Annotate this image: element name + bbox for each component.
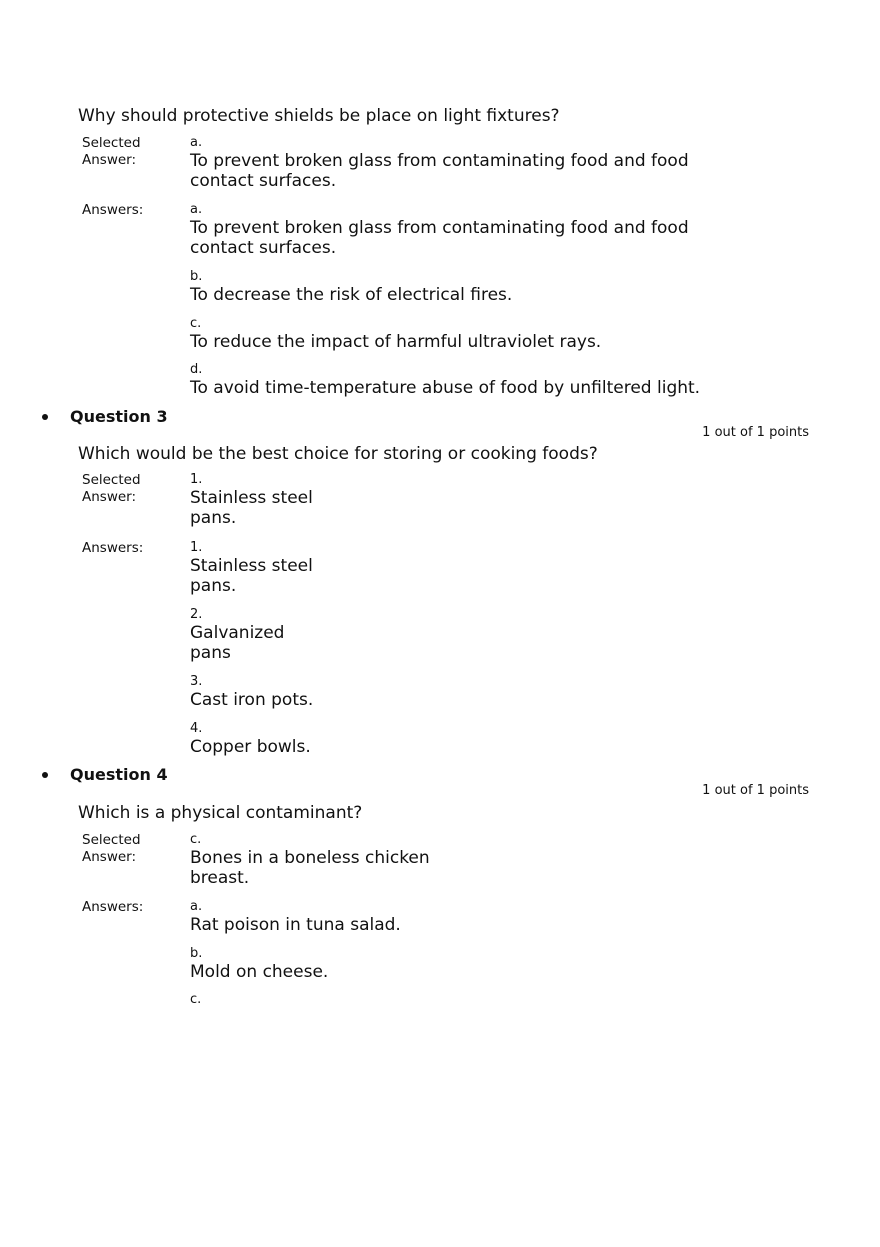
- selected-answer: [190, 832, 450, 888]
- question-3-text: Which would be the best choice for storing or cooking foods?: [78, 444, 598, 464]
- choice-text: To avoid time-temperature abuse of food by unfiltered light.: [190, 378, 701, 398]
- question-3-header: [0, 407, 880, 440]
- choice-text: Rat poison in tuna salad.: [190, 915, 401, 935]
- choice-letter: b.: [190, 269, 203, 284]
- choice-text: Mold on cheese.: [190, 962, 329, 982]
- choice-text: To reduce the impact of harmful ultraviolet rays.: [190, 332, 602, 352]
- choice-text: Stainless steel pans.: [190, 488, 313, 528]
- question-3-points: 1 out of 1 points: [702, 425, 809, 440]
- choice-letter: b.: [190, 946, 203, 961]
- answer-option-3: [190, 674, 330, 710]
- answer-option-b: [190, 269, 730, 305]
- question-4-points: 1 out of 1 points: [702, 783, 809, 798]
- choice-letter: 1.: [190, 540, 203, 555]
- answers-label: Answers:: [82, 540, 144, 556]
- question-2-text: Why should protective shields be place on light fixtures?: [78, 106, 560, 126]
- selected-answer-label: Selected Answer:: [82, 135, 141, 168]
- bullet-icon: [42, 414, 48, 420]
- choice-letter: a.: [190, 135, 203, 150]
- choice-letter: 2.: [190, 607, 203, 622]
- answer-option-d: [190, 362, 730, 398]
- answer-option-c: [190, 316, 730, 352]
- selected-answer-label: Selected Answer:: [82, 832, 141, 865]
- choice-letter: 1.: [190, 472, 203, 487]
- choice-letter: d.: [190, 362, 203, 377]
- choice-text: To prevent broken glass from contaminating food and food contact surfaces.: [190, 218, 689, 258]
- answer-option-c: [190, 992, 450, 1008]
- choice-text: Copper bowls.: [190, 737, 311, 757]
- question-4-title: Question 4: [70, 765, 168, 784]
- question-3-title: Question 3: [70, 407, 168, 426]
- bullet-icon: [42, 772, 48, 778]
- answers-label: Answers:: [82, 899, 144, 915]
- answers-label: Answers:: [82, 202, 144, 218]
- choice-letter: c.: [190, 992, 202, 1007]
- answer-option-4: [190, 721, 330, 757]
- answer-option-a: [190, 202, 730, 258]
- choice-text: Bones in a boneless chicken breast.: [190, 848, 430, 888]
- choice-letter: c.: [190, 316, 202, 331]
- selected-answer: [190, 135, 730, 191]
- choice-text: To decrease the risk of electrical fires.: [190, 285, 513, 305]
- choice-letter: a.: [190, 899, 203, 914]
- choice-text: Galvanized pans: [190, 623, 285, 663]
- answer-option-a: [190, 899, 450, 935]
- question-4-text: Which is a physical contaminant?: [78, 803, 363, 823]
- choice-letter: a.: [190, 202, 203, 217]
- answer-option-2: [190, 607, 330, 663]
- selected-answer-label: Selected Answer:: [82, 472, 141, 505]
- choice-text: Cast iron pots.: [190, 690, 314, 710]
- selected-answer: [190, 472, 330, 528]
- choice-text: To prevent broken glass from contaminating food and food contact surfaces.: [190, 151, 689, 191]
- answer-option-1: [190, 540, 330, 596]
- choice-letter: c.: [190, 832, 202, 847]
- choice-letter: 4.: [190, 721, 203, 736]
- choice-text: Stainless steel pans.: [190, 556, 313, 596]
- choice-letter: 3.: [190, 674, 203, 689]
- question-4-header: [0, 765, 880, 798]
- answer-option-b: [190, 946, 450, 982]
